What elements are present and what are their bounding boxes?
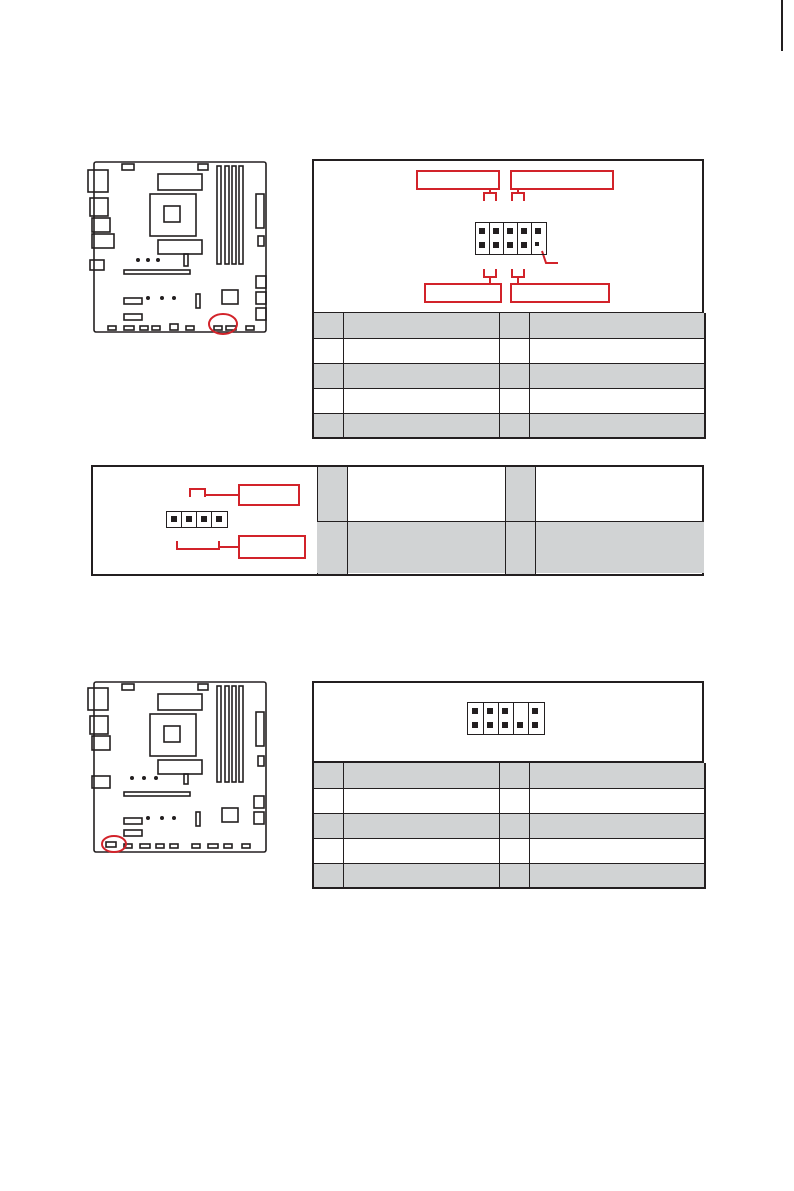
pin-table-2 <box>317 467 704 574</box>
motherboard-diagram-2 <box>86 678 272 858</box>
header-connector-1 <box>475 222 547 255</box>
table-row <box>313 863 705 888</box>
table-row <box>313 813 705 838</box>
motherboard-diagram-1 <box>86 158 272 338</box>
header-diagram-box-2 <box>91 465 704 576</box>
highlight-circle-1 <box>209 314 237 334</box>
pin-label-2-top <box>238 484 300 506</box>
header-diagram-box-3 <box>312 681 704 763</box>
table-row <box>313 313 705 338</box>
table-row <box>313 763 705 788</box>
pin-table-3 <box>312 763 706 889</box>
table-row <box>313 413 705 438</box>
table-row <box>313 788 705 813</box>
table-row <box>313 838 705 863</box>
table-row <box>313 388 705 413</box>
page-edge-marker <box>781 0 783 51</box>
table-row <box>313 338 705 363</box>
table-row <box>317 521 704 573</box>
table-row <box>313 363 705 388</box>
pin-label-2-bottom <box>238 535 306 559</box>
pin-table-1 <box>312 313 706 439</box>
header-diagram-box-1 <box>312 159 704 314</box>
header-connector-3 <box>467 702 545 735</box>
